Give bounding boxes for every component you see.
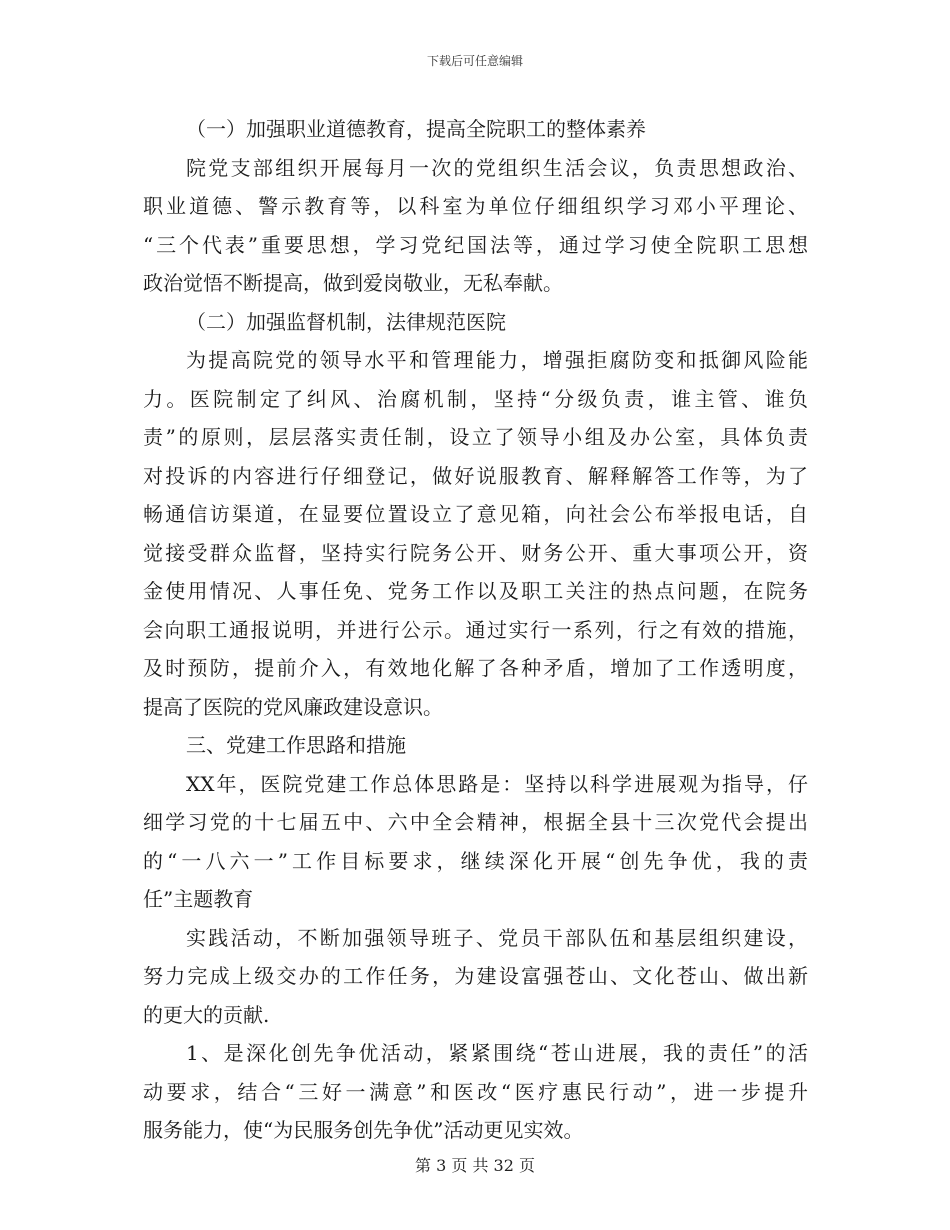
paragraph-line: 金使用情况、人事任免、党务工作以及职工关注的热点问题，在院务 — [143, 579, 808, 603]
paragraph-line: 为提高院党的领导水平和管理能力，增强拒腐防变和抵御风险能 — [186, 348, 808, 372]
paragraph-line: 的“一八六一”工作目标要求，继续深化开展“创先争优，我的责 — [143, 848, 808, 873]
paragraph-line: 的更大的贡献. — [143, 1002, 270, 1027]
document-body — [143, 110, 808, 1150]
paragraph-line: 畅通信访渠道，在显要位置设立了意见箱，向社会公布举报电话，自 — [143, 502, 808, 526]
paragraph-line: 实践活动，不断加强领导班子、党员干部队伍和基层组织建设， — [186, 925, 808, 950]
section-heading-3: 三、党建工作思路和措施 — [186, 733, 406, 757]
paragraph-line: 责”的原则，层层落实责任制，设立了领导小组及办公室，具体负责 — [143, 425, 808, 449]
section-heading-2: （二）加强监督机制，法律规范医院 — [186, 309, 506, 334]
paragraph-line: “三个代表”重要思想，学习党纪国法等，通过学习使全院职工思想 — [143, 232, 808, 257]
page-header-note: 下载后可任意编辑 — [426, 54, 523, 68]
page-number-footer: 第 3 页 共 32 页 — [415, 1156, 535, 1175]
paragraph-line: 动要求，结合“三好一满意”和医改“医疗惠民行动”，进一步提升 — [143, 1079, 808, 1104]
paragraph-line: 院党支部组织开展每月一次的党组织生活会议，负责思想政治、 — [186, 155, 808, 180]
paragraph-line: 服务能力，使“为民服务创先争优”活动更见实效。 — [143, 1118, 584, 1142]
paragraph-line: 对投诉的内容进行仔细登记，做好说服教育、解释解答工作等，为了 — [143, 463, 808, 488]
paragraph-line: 任”主题教育 — [143, 887, 254, 911]
paragraph-line: 1、是深化创先争优活动，紧紧围绕“苍山进展，我的责任”的活 — [186, 1041, 808, 1065]
paragraph-line: XX年，医院党建工作总体思路是：坚持以科学进展观为指导，仔 — [186, 771, 808, 796]
paragraph-line: 及时预防，提前介入，有效地化解了各种矛盾，增加了工作透明度， — [143, 656, 808, 680]
paragraph-line: 努力完成上级交办的工作任务，为建设富强苍山、文化苍山、做出新 — [143, 964, 808, 988]
paragraph-line: 觉接受群众监督，坚持实行院务公开、财务公开、重大事项公开，资 — [143, 540, 808, 565]
paragraph-line: 政治觉悟不断提高，做到爱岗敬业，无私奉献。 — [143, 271, 563, 295]
paragraph-line: 会向职工通报说明，并进行公示。通过实行一系列，行之有效的措施， — [143, 617, 808, 642]
section-heading-1: （一）加强职业道德教育，提高全院职工的整体素养 — [186, 117, 646, 141]
paragraph-line: 提高了医院的党风廉政建设意识。 — [143, 694, 443, 719]
paragraph-line: 力。医院制定了纠风、治腐机制，坚持“分级负责，谁主管、谁负 — [143, 386, 808, 411]
paragraph-line: 细学习党的十七届五中、六中全会精神，根据全县十三次党代会提出 — [143, 810, 808, 834]
paragraph-line: 职业道德、警示教育等，以科室为单位仔细组织学习邓小平理论、 — [143, 194, 808, 218]
